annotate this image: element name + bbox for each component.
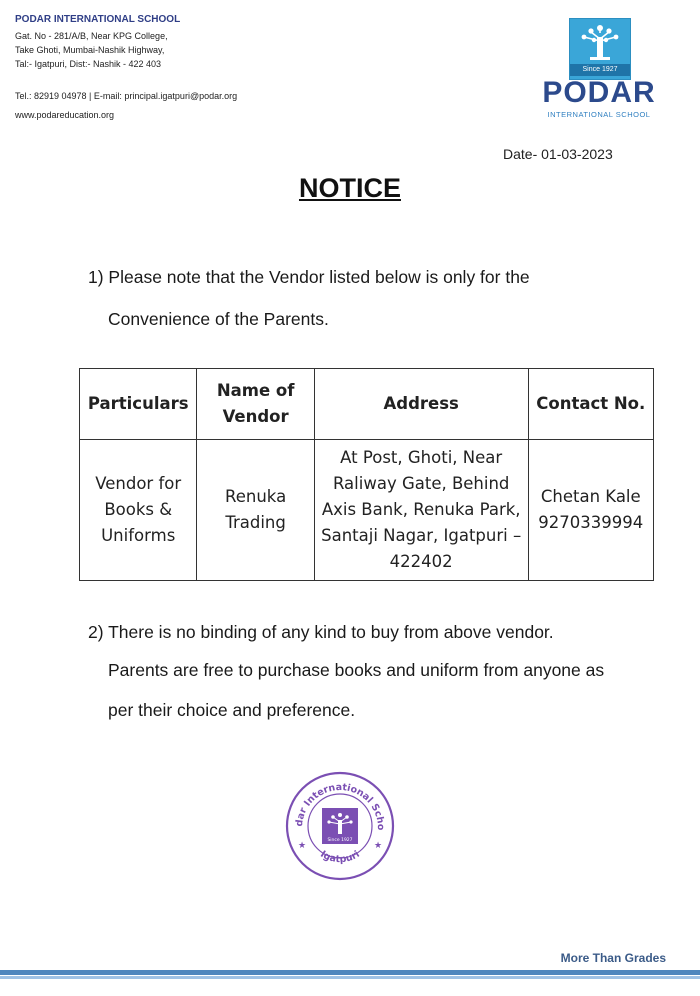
stamp-bottom-text: Igatpuri [318, 848, 362, 866]
footer-divider-light [0, 976, 700, 979]
logo-subtitle: INTERNATIONAL SCHOOL [547, 110, 651, 119]
svg-text:★: ★ [374, 841, 383, 851]
stamp-since-label: Since 1927 [327, 838, 353, 843]
address-line-1: Gat. No - 281/A/B, Near KPG College, [15, 31, 168, 41]
svg-text:Igatpuri [318, 849, 362, 865]
logo-since-label: Since 1927 [570, 64, 630, 76]
address-line-2: Take Ghoti, Mumbai-Nashik Highway, [15, 45, 165, 55]
website-link[interactable]: www.podareducation.org [15, 110, 115, 120]
school-stamp [284, 770, 396, 882]
footer-divider [0, 970, 700, 975]
stamp-top-text: dar International Scho [293, 781, 387, 831]
podar-logo [529, 18, 669, 126]
cell-address: At Post, Ghoti, Near Raliway Gate, Behind Axis Bank, Renuka Park, Santaji Nagar, Igatpuri – 422402 [314, 440, 528, 581]
vendor-table [79, 368, 654, 581]
footer-tagline: More Than Grades [560, 951, 666, 965]
notice-title: NOTICE [298, 173, 401, 203]
address-line-3: Tal:- Igatpuri, Dist:- Nashik - 422 403 [15, 59, 162, 69]
header-particulars: Particulars [80, 369, 197, 440]
header-contact: Contact No. [528, 369, 653, 440]
header-address: Address [314, 369, 528, 440]
header-vendor-name: Name of Vendor [197, 369, 314, 440]
tree-emblem-icon [569, 18, 631, 80]
logo-wordmark: PODAR [542, 76, 656, 109]
point-2-line-3: per their choice and preference. [108, 700, 356, 720]
table-header-row [80, 369, 654, 440]
cell-vendor-name: Renuka Trading [197, 440, 314, 581]
contact-line: Tel.: 82919 04978 | E-mail: principal.igatpuri@podar.org [15, 91, 238, 101]
svg-text:★: ★ [298, 841, 307, 851]
cell-particulars: Vendor for Books & Uniforms [80, 440, 197, 581]
point-2-line-2: Parents are free to purchase books and uniform from anyone as [108, 660, 605, 680]
point-2-line-1: 2) There is no binding of any kind to buy from above vendor. [88, 622, 554, 642]
table-row [80, 440, 654, 581]
notice-date: Date- 01-03-2023 [503, 146, 613, 162]
school-name: PODAR INTERNATIONAL SCHOOL [15, 14, 181, 25]
cell-contact: Chetan Kale 9270339994 [528, 440, 653, 581]
point-1-line-2: Convenience of the Parents. [108, 309, 329, 329]
point-1-line-1: 1) Please note that the Vendor listed below is only for the [88, 267, 530, 287]
